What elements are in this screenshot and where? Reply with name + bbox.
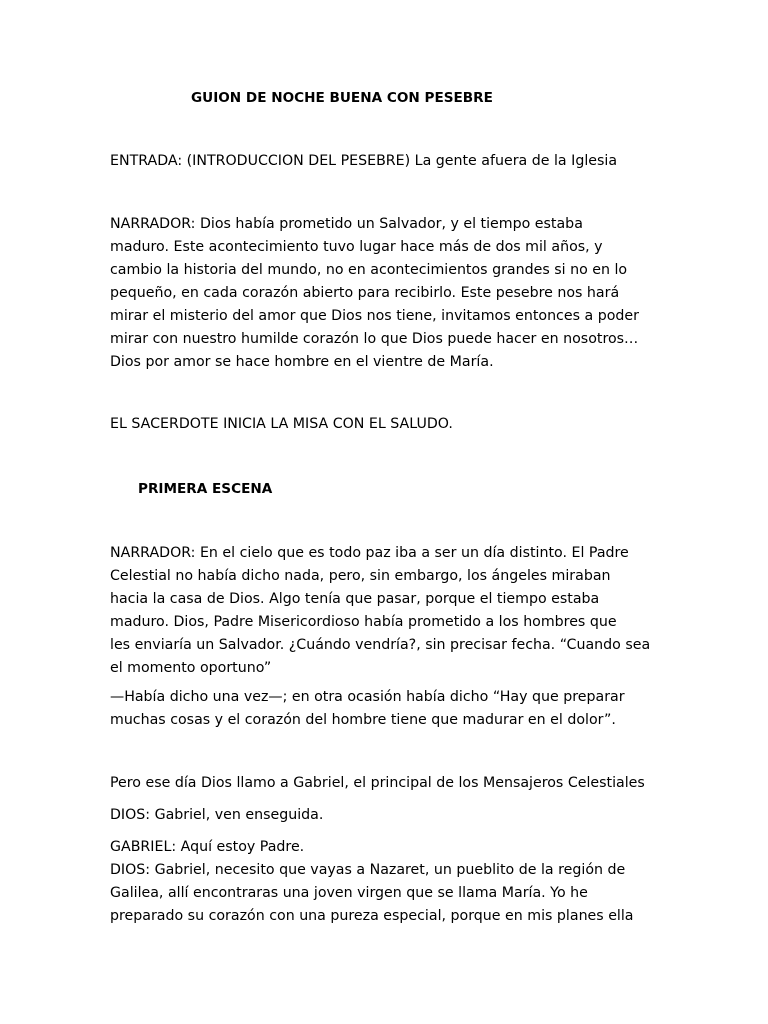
paragraph-line: mirar con nuestro humilde corazón lo que Dios puede hacer en nosotros… [110,331,639,347]
paragraph-line: NARRADOR: Dios había prometido un Salvador, y el tiempo estaba [110,216,583,232]
entrada-line: ENTRADA: (INTRODUCCION DEL PESEBRE) La gente afuera de la Iglesia [110,153,618,169]
paragraph-line: hacia la casa de Dios. Algo tenía que pasar, porque el tiempo estaba [110,591,600,607]
dios-line-1: DIOS: Gabriel, ven enseguida. [110,807,324,823]
section-heading: PRIMERA ESCENA [138,481,273,497]
paragraph-line: mirar el misterio del amor que Dios nos tiene, invitamos entonces a poder [110,308,639,324]
sacerdote-line: EL SACERDOTE INICIA LA MISA CON EL SALUDO. [110,416,453,432]
paragraph-line: DIOS: Gabriel, necesito que vayas a Nazaret, un pueblito de la región de [110,862,626,878]
paragraph-line: les enviaría un Salvador. ¿Cuándo vendría?, sin precisar fecha. “Cuando sea [110,637,651,653]
paragraph-line: maduro. Este acontecimiento tuvo lugar hace más de dos mil años, y [110,239,603,255]
paragraph-line: el momento oportuno” [110,660,272,676]
paragraph-line: pequeño, en cada corazón abierto para recibirlo. Este pesebre nos hará [110,285,620,301]
paragraph-line: Galilea, allí encontraras una joven virgen que se llama María. Yo he [110,885,588,901]
paragraph-line: muchas cosas y el corazón del hombre tiene que madurar en el dolor”. [110,712,616,728]
paragraph-line: NARRADOR: En el cielo que es todo paz iba a ser un día distinto. El Padre [110,545,629,561]
paragraph-line: Celestial no había dicho nada, pero, sin embargo, los ángeles miraban [110,568,611,584]
gabriel-line-1: GABRIEL: Aquí estoy Padre. [110,839,305,855]
paragraph-line: preparado su corazón con una pureza especial, porque en mis planes ella [110,908,634,924]
paragraph-line: maduro. Dios, Padre Misericordioso había prometido a los hombres que [110,614,617,630]
paragraph-line: —Había dicho una vez—; en otra ocasión había dicho “Hay que preparar [110,689,625,705]
gabriel-intro-line: Pero ese día Dios llamo a Gabriel, el principal de los Mensajeros Celestiales [110,775,645,791]
paragraph-line: cambio la historia del mundo, no en acontecimientos grandes si no en lo [110,262,628,278]
paragraph-line: Dios por amor se hace hombre en el vientre de María. [110,354,494,370]
document-title: GUION DE NOCHE BUENA CON PESEBRE [191,90,493,106]
